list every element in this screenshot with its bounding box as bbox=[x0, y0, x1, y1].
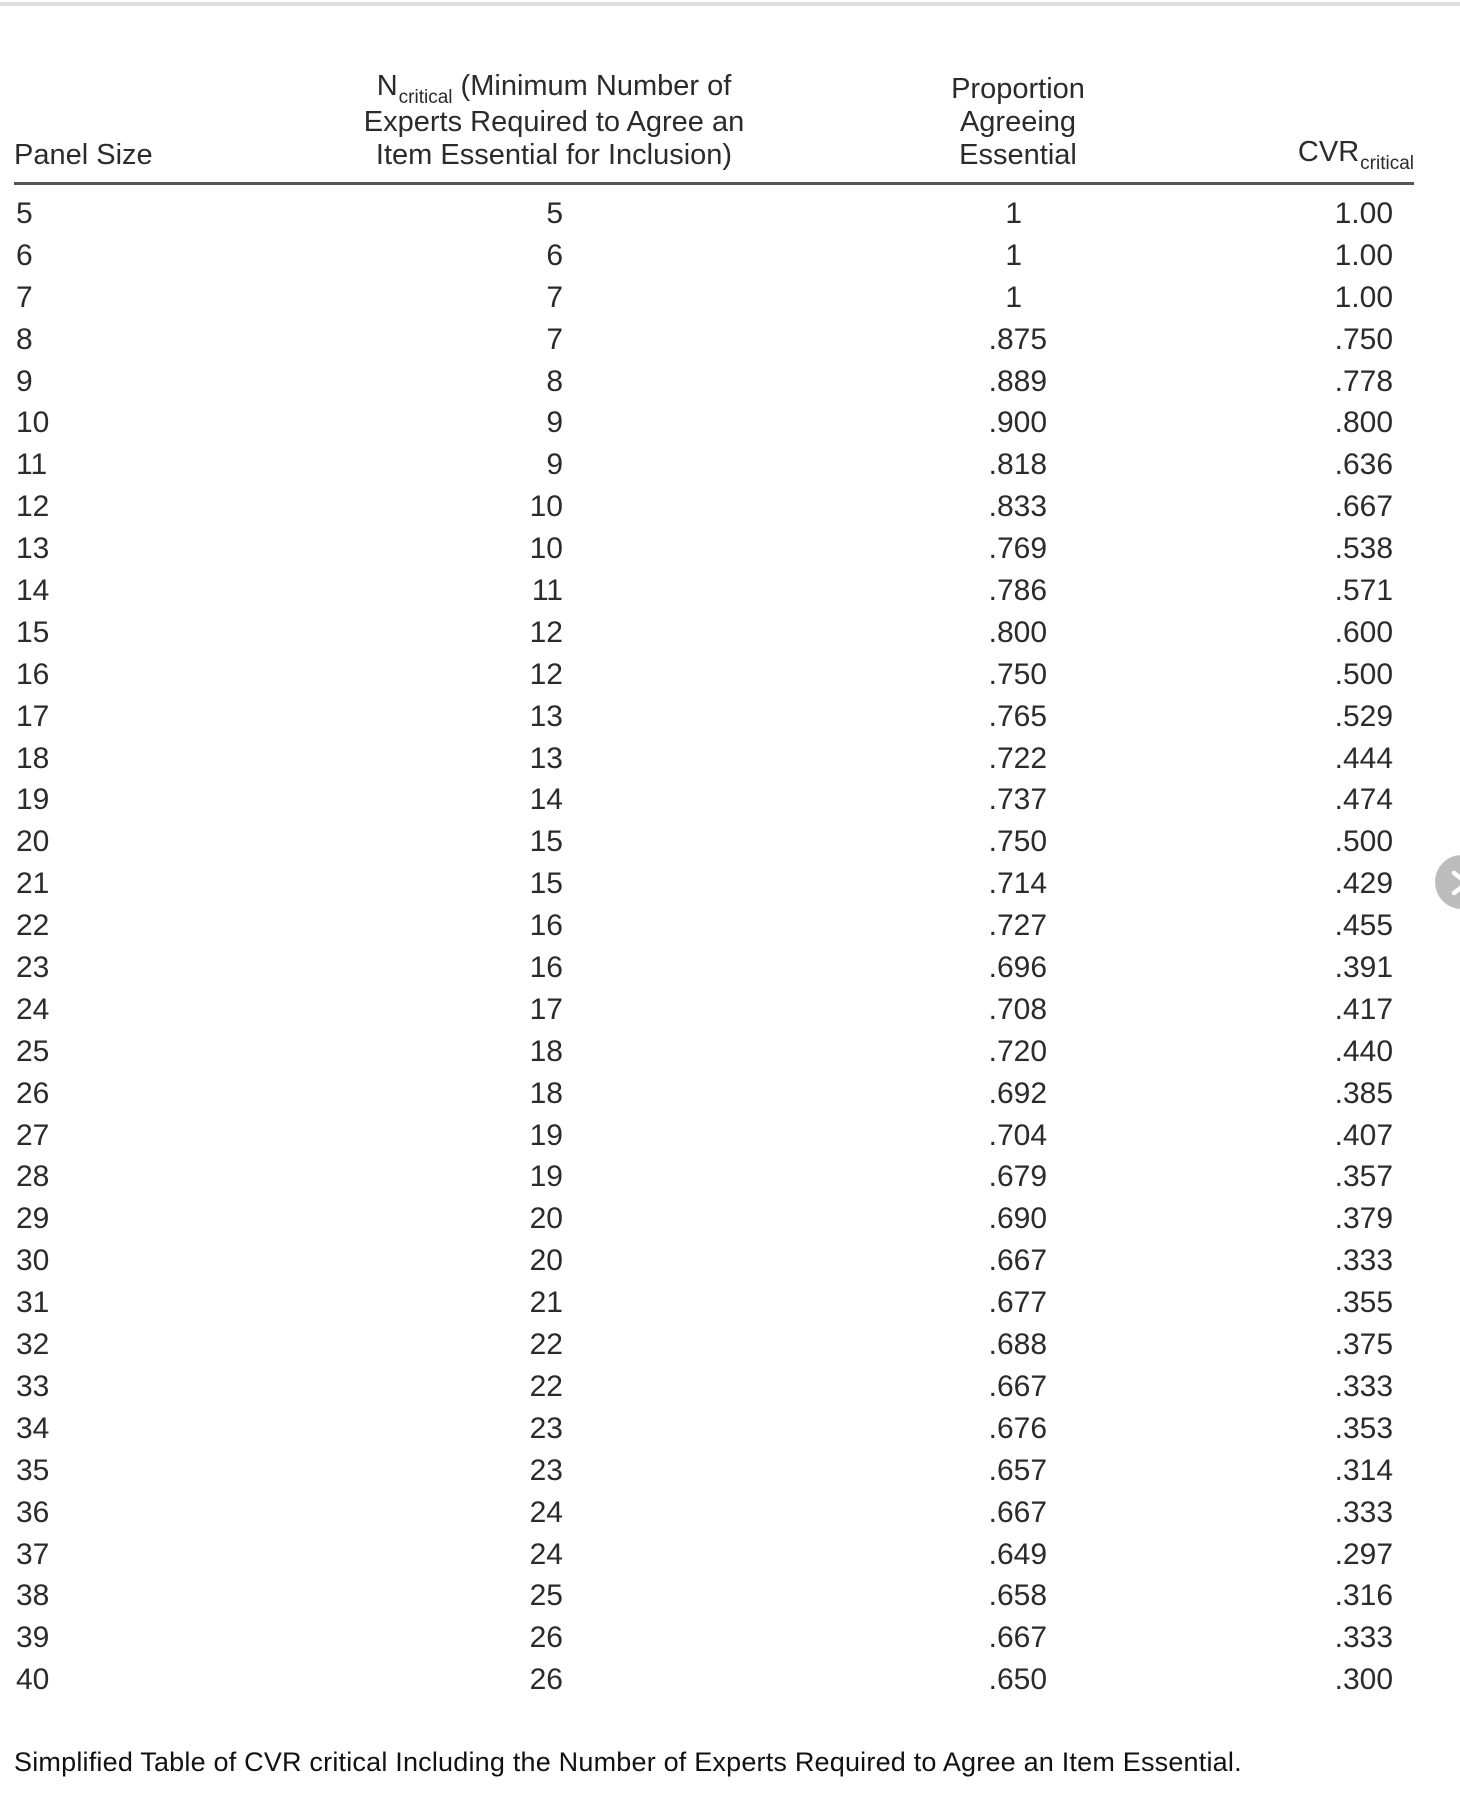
cell-proportion: .692 bbox=[988, 1076, 1047, 1110]
cell-n-critical: 8 bbox=[546, 364, 563, 398]
cell-panel-size: 32 bbox=[16, 1328, 50, 1362]
cell-proportion: .818 bbox=[988, 448, 1047, 482]
cell-cvr-critical: .297 bbox=[1334, 1537, 1393, 1571]
cell-panel-size: 33 bbox=[16, 1369, 50, 1403]
table-row bbox=[14, 193, 1414, 235]
cell-proportion: .737 bbox=[988, 783, 1047, 817]
table-row bbox=[14, 1492, 1414, 1534]
table-row bbox=[14, 1156, 1414, 1198]
cell-n-critical: 9 bbox=[546, 448, 563, 482]
cell-cvr-critical: .407 bbox=[1334, 1118, 1393, 1152]
table-row bbox=[14, 235, 1414, 277]
cell-panel-size: 6 bbox=[16, 238, 33, 272]
cell-panel-size: 35 bbox=[16, 1453, 50, 1487]
cell-panel-size: 10 bbox=[16, 406, 50, 440]
table-row bbox=[14, 612, 1414, 654]
cell-panel-size: 24 bbox=[16, 992, 50, 1026]
cell-panel-size: 39 bbox=[16, 1621, 50, 1655]
cell-n-critical: 26 bbox=[529, 1621, 563, 1655]
table-row bbox=[14, 570, 1414, 612]
cell-panel-size: 18 bbox=[16, 741, 50, 775]
cell-panel-size: 13 bbox=[16, 532, 50, 566]
cell-n-critical: 12 bbox=[529, 615, 563, 649]
cell-proportion: .650 bbox=[988, 1663, 1047, 1697]
cell-cvr-critical: .353 bbox=[1334, 1411, 1393, 1445]
header-panel-size: Panel Size bbox=[14, 139, 153, 171]
table-row bbox=[14, 486, 1414, 528]
cell-cvr-critical: .355 bbox=[1334, 1286, 1393, 1320]
cell-panel-size: 30 bbox=[16, 1244, 50, 1278]
cell-proportion: .727 bbox=[988, 909, 1047, 943]
cell-cvr-critical: .474 bbox=[1334, 783, 1393, 817]
cvr-subscript: critical bbox=[1360, 153, 1414, 174]
cell-panel-size: 5 bbox=[16, 197, 33, 230]
cell-cvr-critical: .440 bbox=[1334, 1034, 1393, 1068]
cell-panel-size: 14 bbox=[16, 574, 50, 608]
cell-proportion: 1 bbox=[1005, 280, 1022, 314]
cell-proportion: .900 bbox=[988, 406, 1047, 440]
cell-n-critical: 10 bbox=[529, 532, 563, 566]
cell-proportion: .679 bbox=[988, 1160, 1047, 1194]
table-row bbox=[14, 444, 1414, 486]
cell-cvr-critical: .333 bbox=[1334, 1244, 1393, 1278]
table-row bbox=[14, 528, 1414, 570]
header-proportion-line1: Proportion bbox=[951, 73, 1085, 105]
cell-proportion: .677 bbox=[988, 1286, 1047, 1320]
chevron-right-icon bbox=[1450, 869, 1460, 897]
table-row bbox=[14, 1617, 1414, 1659]
cell-panel-size: 21 bbox=[16, 867, 50, 901]
table-row bbox=[14, 402, 1414, 444]
cell-panel-size: 25 bbox=[16, 1034, 50, 1068]
cell-panel-size: 40 bbox=[16, 1663, 50, 1697]
header-proportion-line2: Agreeing bbox=[959, 106, 1077, 138]
cell-cvr-critical: .500 bbox=[1334, 657, 1393, 691]
table-row bbox=[14, 1408, 1414, 1450]
cell-n-critical: 20 bbox=[529, 1202, 563, 1236]
cell-n-critical: 18 bbox=[529, 1076, 563, 1110]
table-row bbox=[14, 905, 1414, 947]
cell-n-critical: 7 bbox=[546, 280, 563, 314]
cell-cvr-critical: .538 bbox=[1334, 532, 1393, 566]
cell-n-critical: 13 bbox=[529, 741, 563, 775]
table-row bbox=[14, 1198, 1414, 1240]
cell-n-critical: 22 bbox=[529, 1369, 563, 1403]
cell-proportion: .667 bbox=[988, 1621, 1047, 1655]
cell-proportion: .676 bbox=[988, 1411, 1047, 1445]
cell-cvr-critical: 1.00 bbox=[1334, 238, 1393, 272]
cell-n-critical: 19 bbox=[529, 1118, 563, 1152]
cell-proportion: .704 bbox=[988, 1118, 1047, 1152]
cell-n-critical: 19 bbox=[529, 1160, 563, 1194]
cell-proportion: .667 bbox=[988, 1244, 1047, 1278]
cell-proportion: 1 bbox=[1005, 238, 1022, 272]
table-row bbox=[14, 319, 1414, 361]
cell-n-critical: 6 bbox=[546, 238, 563, 272]
cell-panel-size: 37 bbox=[16, 1537, 50, 1571]
cell-proportion: .769 bbox=[988, 532, 1047, 566]
cell-panel-size: 12 bbox=[16, 490, 50, 524]
cell-panel-size: 7 bbox=[16, 280, 33, 314]
cell-panel-size: 22 bbox=[16, 909, 50, 943]
cell-proportion: .800 bbox=[988, 615, 1047, 649]
cell-n-critical: 23 bbox=[529, 1453, 563, 1487]
cell-cvr-critical: .379 bbox=[1334, 1202, 1393, 1236]
cell-cvr-critical: .429 bbox=[1334, 867, 1393, 901]
cell-n-critical: 17 bbox=[529, 992, 563, 1026]
header-n-critical bbox=[344, 70, 764, 172]
cell-cvr-critical: .571 bbox=[1334, 574, 1393, 608]
cell-n-critical: 24 bbox=[529, 1537, 563, 1571]
table-row bbox=[14, 1366, 1414, 1408]
cell-n-critical: 21 bbox=[529, 1286, 563, 1320]
cell-proportion: .649 bbox=[988, 1537, 1047, 1571]
cell-proportion: .667 bbox=[988, 1369, 1047, 1403]
table-row bbox=[14, 1659, 1414, 1701]
table-row bbox=[14, 863, 1414, 905]
cell-n-critical: 13 bbox=[529, 699, 563, 733]
table-body bbox=[14, 185, 1414, 1701]
cell-panel-size: 17 bbox=[16, 699, 50, 733]
header-cvr-critical: $CVR_{critical}$ bbox=[1297, 136, 1414, 174]
cell-cvr-critical: .636 bbox=[1334, 448, 1393, 482]
table-row bbox=[14, 1115, 1414, 1157]
cell-n-critical: 5 bbox=[546, 197, 563, 230]
table-row bbox=[14, 696, 1414, 738]
cell-cvr-critical: .600 bbox=[1334, 615, 1393, 649]
header-n-critical-line1: $N_{critical}$ (Minimum Number of bbox=[376, 70, 732, 108]
cell-panel-size: 34 bbox=[16, 1411, 50, 1445]
cell-panel-size: 19 bbox=[16, 783, 50, 817]
cell-cvr-critical: .500 bbox=[1334, 825, 1393, 859]
cell-cvr-critical: .750 bbox=[1334, 322, 1393, 356]
cell-proportion: .657 bbox=[988, 1453, 1047, 1487]
cell-panel-size: 27 bbox=[16, 1118, 50, 1152]
cell-cvr-critical: .333 bbox=[1334, 1621, 1393, 1655]
cell-proportion: .765 bbox=[988, 699, 1047, 733]
cell-proportion: .696 bbox=[988, 951, 1047, 985]
cell-panel-size: 20 bbox=[16, 825, 50, 859]
cell-n-critical: 9 bbox=[546, 406, 563, 440]
cell-panel-size: 29 bbox=[16, 1202, 50, 1236]
cell-cvr-critical: .385 bbox=[1334, 1076, 1393, 1110]
table-row bbox=[14, 277, 1414, 319]
cell-proportion: .875 bbox=[988, 322, 1047, 356]
table-caption: Simplified Table of CVR critical Including the Number of Experts Required to Agree an Item Essential. bbox=[14, 1747, 1242, 1778]
cell-n-critical: 24 bbox=[529, 1495, 563, 1529]
cell-proportion: .786 bbox=[988, 574, 1047, 608]
cell-cvr-critical: .529 bbox=[1334, 699, 1393, 733]
cell-panel-size: 15 bbox=[16, 615, 50, 649]
cell-cvr-critical: .778 bbox=[1334, 364, 1393, 398]
cell-panel-size: 38 bbox=[16, 1579, 50, 1613]
cell-n-critical: 11 bbox=[531, 574, 563, 608]
cell-cvr-critical: .316 bbox=[1334, 1579, 1393, 1613]
cell-cvr-critical: .333 bbox=[1334, 1369, 1393, 1403]
cvr-table bbox=[14, 10, 1414, 1778]
cell-cvr-critical: .444 bbox=[1334, 741, 1393, 775]
cell-n-critical: 15 bbox=[529, 825, 563, 859]
header-proportion bbox=[868, 73, 1168, 172]
table-row bbox=[14, 1450, 1414, 1492]
cell-cvr-critical: .314 bbox=[1334, 1453, 1393, 1487]
cell-proportion: .750 bbox=[988, 825, 1047, 859]
cell-cvr-critical: .375 bbox=[1334, 1328, 1393, 1362]
cell-proportion: .833 bbox=[988, 490, 1047, 524]
cell-cvr-critical: .300 bbox=[1334, 1663, 1393, 1697]
table-row bbox=[14, 738, 1414, 780]
cell-panel-size: 31 bbox=[16, 1286, 50, 1320]
header-n-critical-line2: Experts Required to Agree an bbox=[363, 106, 745, 138]
cell-panel-size: 9 bbox=[16, 364, 33, 398]
cell-n-critical: 26 bbox=[529, 1663, 563, 1697]
cell-panel-size: 28 bbox=[16, 1160, 50, 1194]
table-row bbox=[14, 361, 1414, 403]
cell-n-critical: 18 bbox=[529, 1034, 563, 1068]
cell-n-critical: 10 bbox=[529, 490, 563, 524]
cell-n-critical: 22 bbox=[529, 1328, 563, 1362]
cell-proportion: 1 bbox=[1005, 197, 1022, 230]
table-row bbox=[14, 1282, 1414, 1324]
table-row bbox=[14, 1240, 1414, 1282]
cell-n-critical: 20 bbox=[529, 1244, 563, 1278]
cell-proportion: .720 bbox=[988, 1034, 1047, 1068]
cell-cvr-critical: .333 bbox=[1334, 1495, 1393, 1529]
cell-panel-size: 16 bbox=[16, 657, 50, 691]
cell-n-critical: 7 bbox=[546, 322, 563, 356]
cell-cvr-critical: .667 bbox=[1334, 490, 1393, 524]
table-row bbox=[14, 821, 1414, 863]
cell-proportion: .750 bbox=[988, 657, 1047, 691]
cell-n-critical: 16 bbox=[529, 951, 563, 985]
cell-proportion: .667 bbox=[988, 1495, 1047, 1529]
table-row bbox=[14, 779, 1414, 821]
table-row bbox=[14, 1324, 1414, 1366]
table-row bbox=[14, 654, 1414, 696]
n-critical-subscript: critical bbox=[398, 87, 453, 108]
cell-proportion: .889 bbox=[988, 364, 1047, 398]
top-divider bbox=[0, 2, 1460, 6]
cell-n-critical: 12 bbox=[529, 657, 563, 691]
table-row bbox=[14, 947, 1414, 989]
cell-n-critical: 23 bbox=[529, 1411, 563, 1445]
cell-panel-size: 11 bbox=[16, 448, 48, 482]
cell-cvr-critical: .800 bbox=[1334, 406, 1393, 440]
cell-panel-size: 23 bbox=[16, 951, 50, 985]
table-row bbox=[14, 1031, 1414, 1073]
cell-proportion: .688 bbox=[988, 1328, 1047, 1362]
cell-cvr-critical: .417 bbox=[1334, 992, 1393, 1026]
table-row bbox=[14, 1534, 1414, 1576]
table-row bbox=[14, 1575, 1414, 1617]
cell-cvr-critical: 1.00 bbox=[1334, 280, 1393, 314]
cell-cvr-critical: .455 bbox=[1334, 909, 1393, 943]
cell-n-critical: 16 bbox=[529, 909, 563, 943]
cell-n-critical: 15 bbox=[529, 867, 563, 901]
cell-cvr-critical: .357 bbox=[1334, 1160, 1393, 1194]
table-header bbox=[14, 10, 1414, 185]
cell-proportion: .658 bbox=[988, 1579, 1047, 1613]
cell-panel-size: 36 bbox=[16, 1495, 50, 1529]
cell-cvr-critical: .391 bbox=[1334, 951, 1393, 985]
header-n-critical-line3: Item Essential for Inclusion) bbox=[375, 139, 733, 171]
cell-panel-size: 8 bbox=[16, 322, 33, 356]
cell-n-critical: 25 bbox=[529, 1579, 563, 1613]
cell-proportion: .714 bbox=[988, 867, 1047, 901]
header-proportion-line3: Essential bbox=[959, 139, 1077, 171]
cell-proportion: .708 bbox=[988, 992, 1047, 1026]
table-row bbox=[14, 989, 1414, 1031]
cell-n-critical: 14 bbox=[529, 783, 563, 817]
cell-panel-size: 26 bbox=[16, 1076, 50, 1110]
cell-proportion: .690 bbox=[988, 1202, 1047, 1236]
carousel-next-button[interactable] bbox=[1435, 855, 1460, 909]
cell-proportion: .722 bbox=[988, 741, 1047, 775]
cell-cvr-critical: 1.00 bbox=[1334, 197, 1393, 230]
table-row bbox=[14, 1073, 1414, 1115]
